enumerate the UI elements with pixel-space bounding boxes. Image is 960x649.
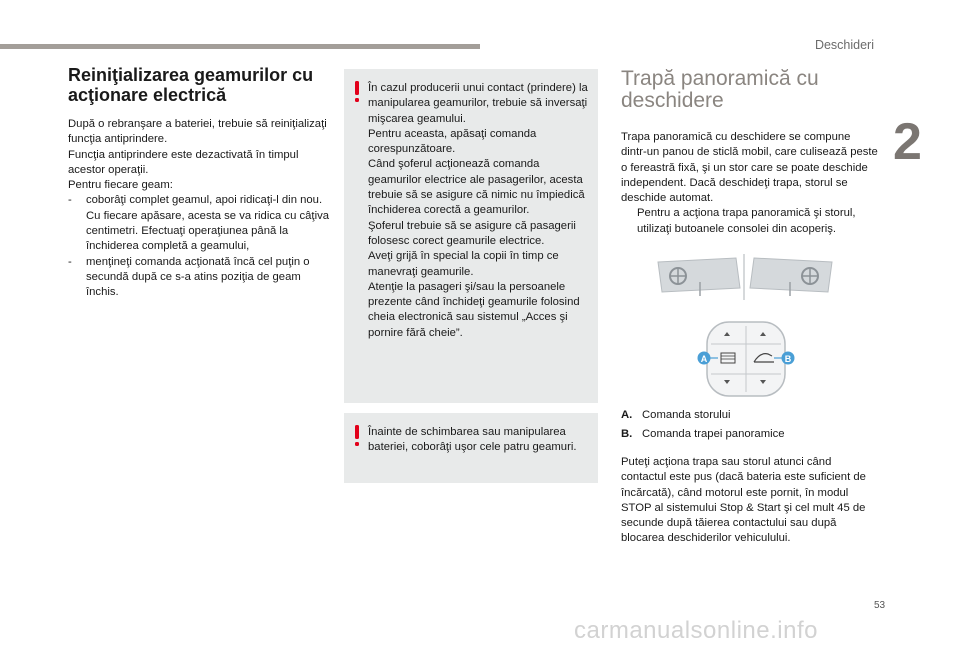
warning-exclamation-icon [352,425,362,447]
warning-box-battery [344,413,598,483]
legend-item [621,425,879,444]
heading-panoramic-roof: Trapă panoramică cu deschidere [621,67,819,112]
left-column [68,65,330,301]
warning-exclamation-icon [352,81,362,103]
list-item [68,193,330,254]
step-text: coborâţi complet geamul, apoi ridicaţi-l din nou. Cu fiecare apăsare, acesta se va ridica cu câţiva centimetri. Efectuaţi operaţiunea până la închiderea completă a geamului, [86,194,330,253]
legend-text: Comanda storului [642,409,731,421]
list-item [621,206,879,237]
roof-console-illustration [650,252,840,400]
legend-key: B. [621,428,633,440]
heading-window-reinit: Reiniţializarea geamurilor cu acţionare electrică [68,65,314,105]
right-column [621,68,879,237]
paragraph: După o rebranşare a bateriei, trebuie să reiniţializaţi funcţia antiprindere. [68,118,327,146]
warning-box-pinch [344,69,598,403]
warning-line: Pentru aceasta, apăsaţi comanda corespunzătoare. [368,127,537,156]
legend-item [621,406,879,425]
warning-line: Atenţie la pasageri şi/sau la persoanele prezente când închideţi geamurile folosind cheia electronică sau sistemul „Acces şi pornire fără cheie”. [368,280,580,339]
paragraph: Trapa panoramică cu deschidere se compune dintr-un panou de sticlă mobil, care culisează peste o fereastră fixă, şi un stor care se poate deschide independent. Dacă deschideţi trapa, storul se deschide automat. [621,131,878,205]
list-item [68,255,330,301]
legend-key: A. [621,409,633,421]
warning-line: Înainte de schimbarea sau manipularea bateriei, coborâţi uşor cele patru geamuri. [368,426,577,454]
roof-control-panel [707,322,785,396]
watermark: carmanualsonline.info [574,617,818,644]
step-text: menţineţi comanda acţionată încă cel puţin o secundă după ce s-a atins poziţia de geam închis. [86,255,310,299]
figure-legend [621,406,879,444]
car-interior-icon [750,258,832,296]
warning-line: Când şoferul acţionează comanda geamurilor electrice ale pasagerilor, acesta trebuie să se asigure că nimic nu împiedică închiderea corectă a geamurilor. [368,158,585,217]
dash-marker: - [68,194,72,207]
chapter-number: 2 [893,113,922,171]
paragraph: Pentru fiecare geam: [68,179,173,192]
bullet-text: Pentru a acţiona trapa panoramică şi storul, utilizaţi butoanele consolei din acoperiş. [637,207,856,235]
callout-a-label: A [700,354,708,364]
page-number: 53 [874,600,886,611]
callout-b-label: B [784,354,792,364]
car-interior-icon [658,254,744,300]
section-title: Deschideri [814,38,874,52]
header-rule [0,44,480,49]
legend-text: Comanda trapei panoramice [642,428,785,440]
paragraph-operation-conditions: Puteţi acţiona trapa sau storul atunci când contactul este pus (dacă bateria este suficient de încărcată), când motorul este pornit, în modul STOP al sistemului Stop & Start şi cel mult 45 de secunde după tăierea contactului sau după blocarea deschiderilor vehiculului. [621,456,866,545]
warning-line: Aveţi grijă în special la copii în timp ce manevraţi geamurile. [368,250,559,278]
warning-line: Şoferul trebuie să se asigure că pasagerii folosesc corect geamurile electrice. [368,219,576,247]
dash-marker: - [68,255,72,268]
warning-line: În cazul producerii unui contact (prindere) la manipularea geamurilor, trebuie să inversaţi mişcarea geamului. [368,82,588,125]
paragraph: Funcţia antiprindere este dezactivată în timpul acestor operaţii. [68,148,299,176]
